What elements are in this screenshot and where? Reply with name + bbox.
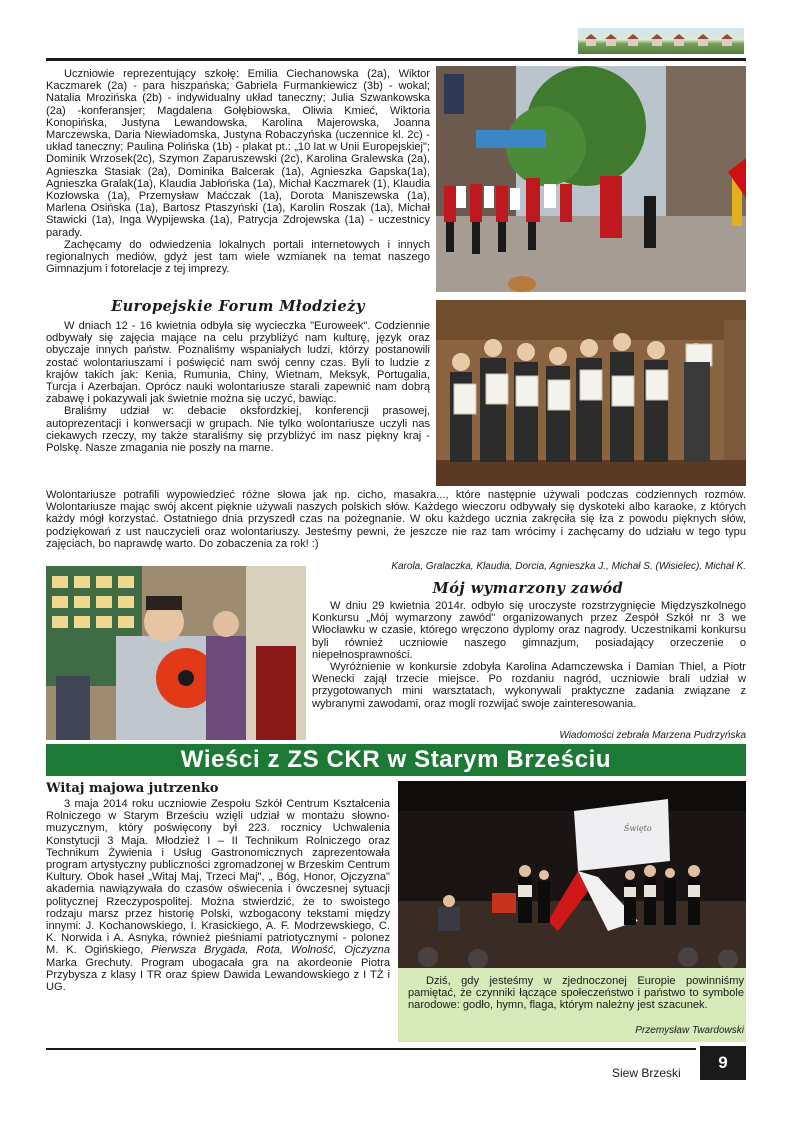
section1-paragraph2: Zachęcamy do odwiedzenia lokalnych portali internetowych i innych regionalnych mediów, gdyż jest tam wiele wzmianek na temat naszego Gimnazjum i fotorelacje z tej imprezy. — [46, 238, 430, 276]
section1-paragraph1: Uczniowie reprezentujący szkołę: Emilia Ciechanowska (2a), Wiktor Kaczmarek (2a) - para hiszpańska; Gabriela Furmankiewicz (3b) - wokal; Natalia Mrozińska (2b) - indywidualny układ taneczny; Julia Szwankowska (2a) -konferansjer; Magdalena Gołębiowska, Oliwia Kmieć, Wiktoria Konopińska, Justyna Lewandowska, Karolina Majerowska, Joanna Marczewska, Daria Niewiadomska, Justyna Robaczyńska (uczennice kl. 2c) - układ taneczny; Paulina Polińska (1b) - plakat pt.: „10 lat w Unii Europejskiej"; Dominik Wrzosek(2c), Szymon Zaparuszewski (2c), Karolina Gralewska (2a), Agnieszka Stasiak (2a), Dominika Balcerak (1a), Agnieszka Gapska(1a), Agnieszka Gralak(1a), Klaudia Jabłońska (1a), Michał Kaczmarek (1), Klaudia Kozłowska (1a), Przemysław Maćczak (1a), Dorota Maniszewska (1a), Marlena Osińska (1a), Bartosz Ptaszyński (1a), Karolin Roszak (1a), Michał Stawicki (1a), Inga Wypijewska (1a), Patrycja Zdrojewska (1a) - uczestnicy parady. — [46, 68, 430, 239]
section4-paragraph-start: 3 maja 2014 roku uczniowie Zespołu Szkół Centrum Kształcenia Rolniczego w Starym Brześciu wzięli udział w montażu słowno-muzycznym, który poświęcony był 223. rocznicy Uchwalenia Konstytucji 3 Maja. Młodzież I – II Technikum Rolniczego oraz Technikum Żywienia i Usług Gastronomicznych zaprezentowała program artystyczny publiczności zgromadzonej w Brzeskim Centrum Kultury. Obok haseł „Witaj Maj, Trzeci Maj", „ Bóg, Honor, Ojczyzna" akademia nawiązywała do czasów oświecenia i ówczesnej sytuacji politycznej Rzeczypospolitej. Można stwierdzić, że to swoistego rodzaju marsz przez historię Polski, wzbogacony tekstami między innymi: J. Kochanowskiego, I. Krasickiego, A. F. Modrzewskiego, C. K. Norwida i A. Asnyka, również pieśniami patriotycznymi - polonez M. K. Ogińskiego, — [46, 798, 390, 957]
section2-heading: Europejskie Forum Młodzieży — [111, 298, 365, 315]
section-banner — [46, 744, 746, 776]
section2-text-full — [46, 489, 746, 550]
svg-text:Święto: Święto — [624, 824, 652, 833]
section2-paragraph3: Wolontariusze potrafili wypowiedzieć różne słowa jak np. cicho, masakra..., które następnie używali podczas codziennych rozmów. Wolontariusze mając swój akcent pięknie używali naszych polskich słów. Każdego wieczoru odbywały się dyskoteki albo karaoke, z których każdy mógł korzystać. Ostatniego dnia przyszedł czas na pożegnanie. W oku każdego ucznia zakręciła się łza z powodu pięknych słów, podziękowań z ust nauczycieli oraz wolontariuszy. Jesteśmy pewni, że jeszcze nie raz tam wrócimy i zachęcamy do udziału w tego typu zajęciach, bo naprawdę warto. Do zobaczenia za rok! :) — [46, 489, 746, 550]
quote-box-paragraph: Dziś, gdy jesteśmy w zjednoczonej Europie powinniśmy pamiętać, że czynniki łączące społeczeństwo i państwo to symbole narodowe: godło, hymn, flaga, którym należny jest szacunek. — [408, 975, 744, 1012]
section3-paragraph2: Wyróżnienie w konkursie zdobyła Karolina Adamczewska i Damian Thiel, a Piotr Wenecki zajął trzecie miejsce. Po rozdaniu nagród, uczniowie brali udział w przygotowanych mini warsztatach, wykonywali praktyczne zadania związane z wybranymi zawodami, oraz mogli rozwijać swoje zainteresowania. — [312, 661, 746, 710]
section4-composer: Marka Grechuty. — [46, 956, 133, 969]
section4-signature: Przemysław Twardowski — [635, 1025, 744, 1036]
parade-photo — [436, 66, 746, 292]
section4-text — [46, 798, 390, 993]
top-rule — [46, 58, 746, 61]
banner-title: Wieści z ZS CKR w Starym Brześciu — [180, 746, 612, 773]
stage-performance-photo — [398, 781, 746, 968]
section3-heading: Mój wymarzony zawód — [432, 580, 624, 597]
section2-paragraph2: Braliśmy udział w: debacie oksfordzkiej, konferencji prasowej, autoprezentacji i konwersacji w grupach. Nie tylko wolontariusze uczyli nas ciekawych rzeczy, my także staraliśmy się przybliżyć im nasz piękny kraj - Polskę. Nasze zmagania nie poszły na marne. — [46, 405, 430, 455]
section2-text — [46, 320, 430, 454]
stage-performance-image — [398, 781, 746, 968]
section4-paragraph-end: Program ubogacała gra na akordeonie Piotra Przybysza z klasy I TR oraz śpiew Dawida Lewandowskiego z I TŻ i UG. — [46, 956, 390, 994]
section1-text — [46, 68, 430, 275]
section4-songs: Pierwsza Brygada, Rota, Wolność, Ojczyzna — [151, 944, 390, 957]
contest-photo — [46, 566, 306, 740]
euroweek-diplomas-photo — [436, 300, 746, 486]
section4-heading: Witaj majowa jutrzenko — [46, 781, 219, 796]
page-number: 9 — [700, 1046, 746, 1080]
section2-signature: Karola, Gralaczka, Klaudia, Dorcia, Agnieszka J., Michał S. (Wisielec), Michał K. — [391, 561, 746, 572]
contest-photo-image — [46, 566, 306, 740]
section3-signature: Wiadomości zebrała Marzena Pudrzyńska — [559, 730, 746, 741]
bottom-rule — [46, 1048, 696, 1050]
section2-paragraph1: W dniach 12 - 16 kwietnia odbyła się wycieczka "Euroweek". Codziennie odbywały się zajęcia mające na celu przybliżyć nam kulturę, język oraz obyczaje innych państw. Poznaliśmy wspaniałych ludzi, którzy postanowili zostać wolontariuszami i poświęcić nam swój cenny czas. Byli to ludzie z krajów takich jak: Kenia, Rumunia, Chiny, Wietnam, Meksyk, Portugalia, Turcja i Azerbajan. Oprócz nauki wolontariusze starali zapewnić nam dobrą zabawę i pokazywali jak świetnie można się uczyć, bawiąc. — [46, 320, 430, 406]
header-village-photo — [578, 28, 744, 54]
magazine-name: Siew Brzeski — [612, 1066, 681, 1080]
parade-photo-image — [436, 66, 746, 292]
euroweek-diplomas-image — [436, 300, 746, 486]
section3-text — [312, 600, 746, 710]
section3-paragraph1: W dniu 29 kwietnia 2014r. odbyło się uroczyste rozstrzygnięcie Międzyszkolnego Konkursu „Mój wymarzony zawód" organizowanych przez Zespół Szkół nr 3 we Włocławku w czasie, którego wręczono dyplomy oraz nagrody. Uczestnikami konkursu byli również uczniowie naszego gimnazjum, posiadający orzeczenie o niepełnosprawności. — [312, 600, 746, 661]
quote-box-text — [408, 975, 744, 1012]
